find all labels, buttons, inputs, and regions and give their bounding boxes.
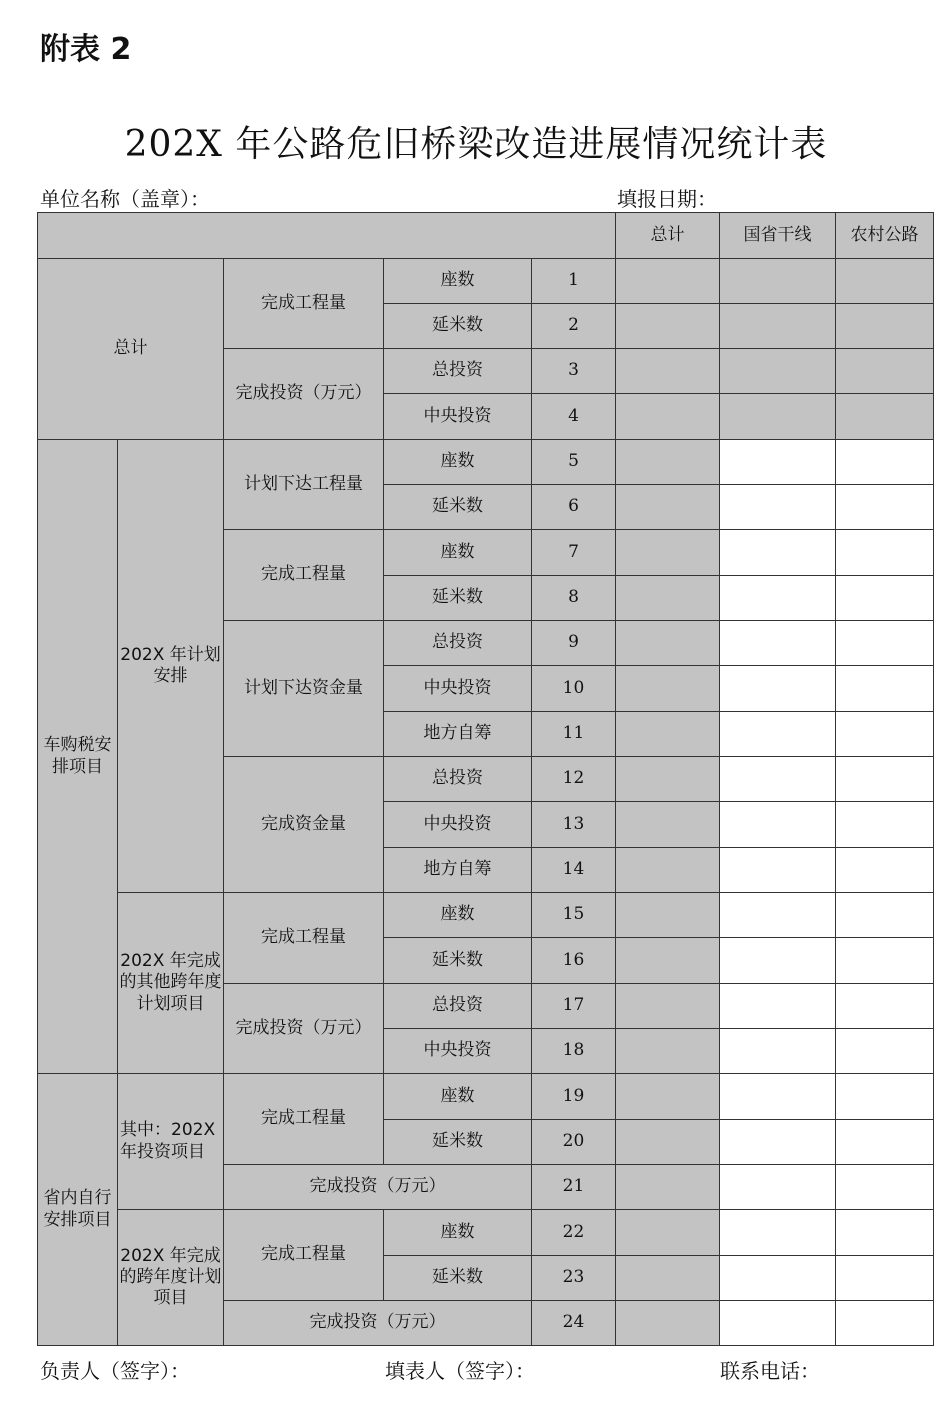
cell-total[interactable] xyxy=(616,1029,720,1074)
item-label: 延米数 xyxy=(384,1256,532,1301)
header-row xyxy=(38,213,934,259)
row-number: 15 xyxy=(532,893,616,938)
row-number: 11 xyxy=(532,712,616,757)
cell-rural[interactable] xyxy=(836,802,934,848)
cell-total[interactable] xyxy=(616,1165,720,1210)
cell-total[interactable] xyxy=(616,304,720,349)
cell-rural[interactable] xyxy=(836,666,934,712)
cell-rural[interactable] xyxy=(836,1256,934,1301)
cell-rural[interactable] xyxy=(836,485,934,530)
cell-national[interactable] xyxy=(720,1301,836,1346)
plan-section-label: 202X 年计划安排 xyxy=(118,440,224,893)
cell-national[interactable] xyxy=(720,1210,836,1256)
cell-total[interactable] xyxy=(616,1120,720,1165)
leader-signature-label: 负责人（签字）： xyxy=(40,1359,190,1383)
cell-national[interactable] xyxy=(720,712,836,757)
row-number: 21 xyxy=(532,1165,616,1210)
page-title: 202X 年公路危旧桥梁改造进展情况统计表 xyxy=(124,124,828,165)
filler-signature-label: 填表人（签字）： xyxy=(385,1359,535,1383)
tax-section-label: 车购税安排项目 xyxy=(38,440,118,1074)
row-number: 10 xyxy=(532,666,616,712)
cell-rural[interactable] xyxy=(836,1029,934,1074)
group-label: 完成工程量 xyxy=(224,893,384,984)
cell-total[interactable] xyxy=(616,757,720,802)
cell-national[interactable] xyxy=(720,1165,836,1210)
cell-total[interactable] xyxy=(616,1210,720,1256)
row-number: 1 xyxy=(532,259,616,304)
item-label: 中央投资 xyxy=(384,666,532,712)
cell-national[interactable] xyxy=(720,984,836,1029)
item-label: 延米数 xyxy=(384,576,532,621)
cell-rural[interactable] xyxy=(836,1074,934,1120)
row-number: 3 xyxy=(532,349,616,394)
appendix-label: 附表 2 xyxy=(40,32,132,67)
item-label: 座数 xyxy=(384,530,532,576)
item-label: 总投资 xyxy=(384,349,532,394)
row-number: 18 xyxy=(532,1029,616,1074)
header-national: 国省干线 xyxy=(720,213,836,259)
cell-national[interactable] xyxy=(720,304,836,349)
table-row xyxy=(38,1210,934,1256)
item-label: 延米数 xyxy=(384,304,532,349)
row-number: 23 xyxy=(532,1256,616,1301)
cell-rural[interactable] xyxy=(836,530,934,576)
cell-national[interactable] xyxy=(720,1074,836,1120)
group-label: 完成投资（万元） xyxy=(224,349,384,440)
among-section-label: 其中：202X 年投资项目 xyxy=(118,1074,224,1210)
row-number: 8 xyxy=(532,576,616,621)
item-label: 座数 xyxy=(384,893,532,938)
cell-national[interactable] xyxy=(720,576,836,621)
row-number: 19 xyxy=(532,1074,616,1120)
item-label: 延米数 xyxy=(384,938,532,984)
cell-total[interactable] xyxy=(616,666,720,712)
item-label: 总投资 xyxy=(384,984,532,1029)
item-label: 座数 xyxy=(384,259,532,304)
row-number: 13 xyxy=(532,802,616,848)
cell-national[interactable] xyxy=(720,848,836,893)
table-row xyxy=(38,893,934,938)
cell-rural[interactable] xyxy=(836,984,934,1029)
statistics-table xyxy=(37,212,934,1346)
cell-rural[interactable] xyxy=(836,1210,934,1256)
cell-rural[interactable] xyxy=(836,938,934,984)
table-row xyxy=(38,440,934,485)
cell-national[interactable] xyxy=(720,440,836,485)
cell-rural[interactable] xyxy=(836,1120,934,1165)
group-label: 完成工程量 xyxy=(224,1210,384,1301)
item-label: 延米数 xyxy=(384,485,532,530)
cell-national[interactable] xyxy=(720,349,836,394)
item-label: 中央投资 xyxy=(384,394,532,440)
cell-total[interactable] xyxy=(616,1074,720,1120)
cell-national[interactable] xyxy=(720,621,836,666)
cell-rural[interactable] xyxy=(836,712,934,757)
row-number: 14 xyxy=(532,848,616,893)
cell-national[interactable] xyxy=(720,1120,836,1165)
cell-total[interactable] xyxy=(616,440,720,485)
cell-total[interactable] xyxy=(616,485,720,530)
unit-name-label: 单位名称（盖章）： xyxy=(40,187,210,211)
cell-rural[interactable] xyxy=(836,848,934,893)
item-label: 地方自筹 xyxy=(384,712,532,757)
cell-total[interactable] xyxy=(616,1256,720,1301)
row-number: 24 xyxy=(532,1301,616,1346)
cell-national[interactable] xyxy=(720,893,836,938)
cell-total[interactable] xyxy=(616,938,720,984)
item-label: 总投资 xyxy=(384,621,532,666)
group-label: 完成投资（万元） xyxy=(224,1165,532,1210)
cell-total[interactable] xyxy=(616,802,720,848)
cell-rural[interactable] xyxy=(836,259,934,304)
row-number: 9 xyxy=(532,621,616,666)
cross-section-label: 202X 年完成的跨年度计划项目 xyxy=(118,1210,224,1346)
cell-total[interactable] xyxy=(616,984,720,1029)
cell-national[interactable] xyxy=(720,394,836,440)
cell-total[interactable] xyxy=(616,621,720,666)
cell-national[interactable] xyxy=(720,938,836,984)
cell-rural[interactable] xyxy=(836,394,934,440)
cell-national[interactable] xyxy=(720,1256,836,1301)
item-label: 座数 xyxy=(384,1210,532,1256)
contact-phone-label: 联系电话： xyxy=(720,1359,820,1383)
item-label: 中央投资 xyxy=(384,802,532,848)
report-date-label: 填报日期： xyxy=(617,187,717,211)
row-number: 17 xyxy=(532,984,616,1029)
item-label: 地方自筹 xyxy=(384,848,532,893)
cell-rural[interactable] xyxy=(836,304,934,349)
cell-total[interactable] xyxy=(616,1301,720,1346)
header-blank xyxy=(38,213,616,259)
header-rural: 农村公路 xyxy=(836,213,934,259)
header-total: 总计 xyxy=(616,213,720,259)
group-label: 完成工程量 xyxy=(224,1074,384,1165)
row-number: 2 xyxy=(532,304,616,349)
row-number: 16 xyxy=(532,938,616,984)
cell-national[interactable] xyxy=(720,1029,836,1074)
group-label: 完成投资（万元） xyxy=(224,1301,532,1346)
cell-total[interactable] xyxy=(616,530,720,576)
cell-rural[interactable] xyxy=(836,757,934,802)
table-row xyxy=(38,1074,934,1120)
cell-rural[interactable] xyxy=(836,1301,934,1346)
item-label: 中央投资 xyxy=(384,1029,532,1074)
item-label: 延米数 xyxy=(384,1120,532,1165)
cell-rural[interactable] xyxy=(836,893,934,938)
group-label: 计划下达资金量 xyxy=(224,621,384,757)
cell-rural[interactable] xyxy=(836,349,934,394)
total-label: 总计 xyxy=(38,259,224,440)
cell-total[interactable] xyxy=(616,259,720,304)
cell-rural[interactable] xyxy=(836,1165,934,1210)
cell-national[interactable] xyxy=(720,802,836,848)
cell-rural[interactable] xyxy=(836,576,934,621)
cell-total[interactable] xyxy=(616,712,720,757)
row-number: 22 xyxy=(532,1210,616,1256)
row-number: 7 xyxy=(532,530,616,576)
item-label: 座数 xyxy=(384,440,532,485)
table-row xyxy=(38,259,934,304)
row-number: 4 xyxy=(532,394,616,440)
cell-national[interactable] xyxy=(720,666,836,712)
item-label: 座数 xyxy=(384,1074,532,1120)
cell-rural[interactable] xyxy=(836,621,934,666)
group-label: 完成工程量 xyxy=(224,259,384,349)
cell-national[interactable] xyxy=(720,259,836,304)
cell-total[interactable] xyxy=(616,848,720,893)
self-section-label: 省内自行安排项目 xyxy=(38,1074,118,1346)
row-number: 12 xyxy=(532,757,616,802)
cell-national[interactable] xyxy=(720,757,836,802)
group-label: 完成资金量 xyxy=(224,757,384,893)
cell-rural[interactable] xyxy=(836,440,934,485)
row-number: 20 xyxy=(532,1120,616,1165)
cell-total[interactable] xyxy=(616,576,720,621)
row-number: 6 xyxy=(532,485,616,530)
item-label: 总投资 xyxy=(384,757,532,802)
cell-national[interactable] xyxy=(720,485,836,530)
group-label: 完成工程量 xyxy=(224,530,384,621)
cell-total[interactable] xyxy=(616,349,720,394)
group-label: 完成投资（万元） xyxy=(224,984,384,1074)
cell-total[interactable] xyxy=(616,394,720,440)
other-section-label: 202X 年完成的其他跨年度计划项目 xyxy=(118,893,224,1074)
cell-total[interactable] xyxy=(616,893,720,938)
group-label: 计划下达工程量 xyxy=(224,440,384,530)
cell-national[interactable] xyxy=(720,530,836,576)
row-number: 5 xyxy=(532,440,616,485)
